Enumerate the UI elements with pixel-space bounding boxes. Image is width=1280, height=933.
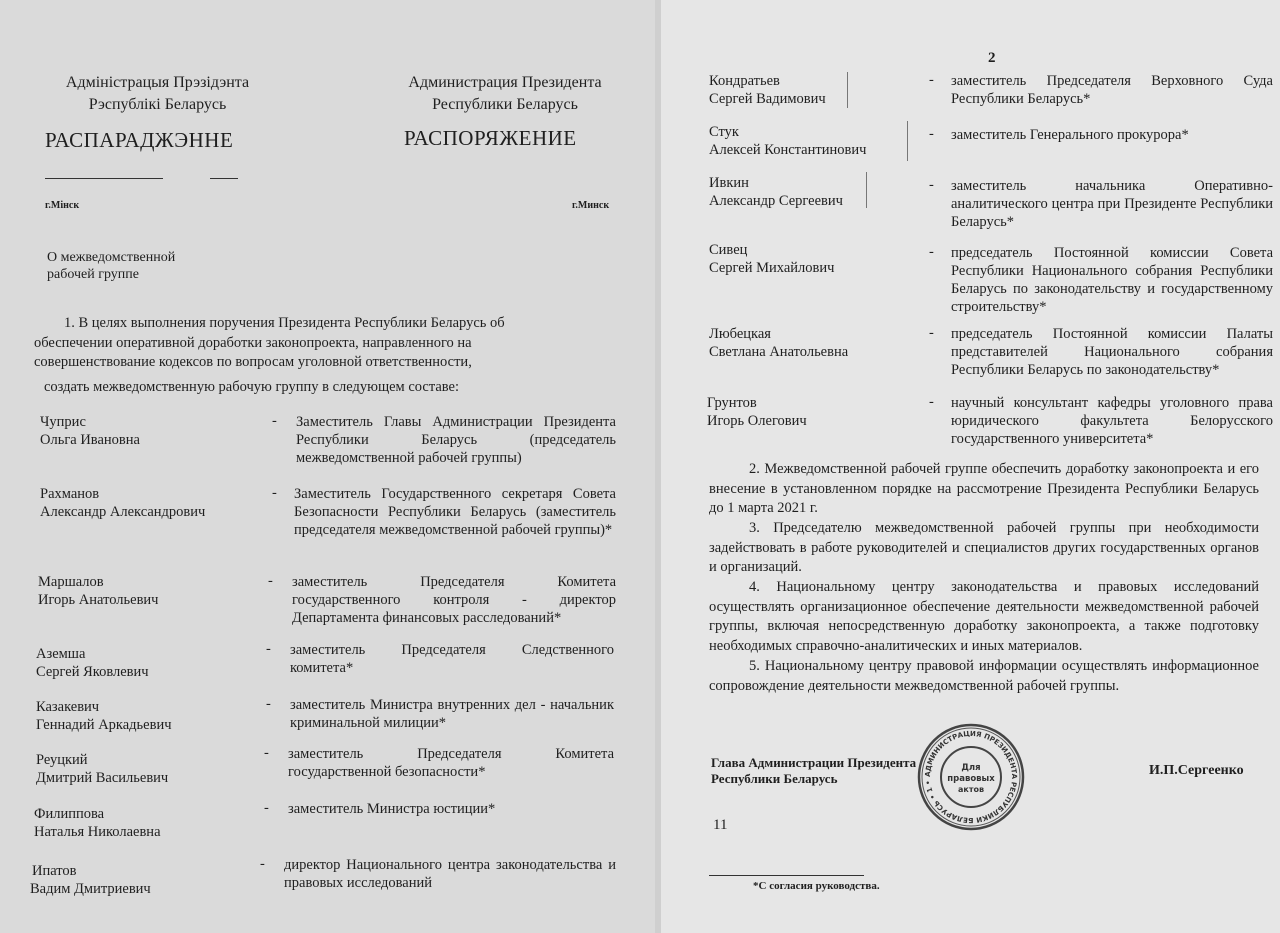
member-role: заместитель Генерального прокурора* xyxy=(951,127,1189,143)
member-role: председатель Постоянной комиссии Совета Республики Национального собрания Республики Беларусь по законодательству и государственному строительству* xyxy=(951,245,1273,315)
stamp-ring-text: АДМИНИСТРАЦИЯ ПРЕЗИДЕНТА РЕСПУБЛИКИ БЕЛАРУСЬ • 1 • xyxy=(923,729,1019,825)
page-number: 2 xyxy=(988,50,996,66)
member-given-name: Игорь Олегович xyxy=(707,413,807,429)
member-role: Заместитель Главы Администрации Президента Республики Беларусь (председатель межведомственной рабочей группы) xyxy=(296,414,616,466)
by-doc-type: РАСПАРАДЖЭННЕ xyxy=(45,128,234,152)
member-surname: Казакевич xyxy=(36,699,100,715)
member-role: председатель Постоянной комиссии Палаты представителей Национального собрания Республики Беларусь по законодательству* xyxy=(951,326,1273,378)
ru-city: г.Минск xyxy=(572,200,610,211)
member-given-name: Наталья Николаевна xyxy=(34,824,161,840)
member-surname: Филиппова xyxy=(34,806,105,822)
paragraph-4: 4. Национальному центру законодательства и правовых исследований осуществлять организационное обеспечение деятельности межведомственной рабочей группы, включая непосредственную доработку законопроекта, а также подготовку необходимых справочно-аналитических и иных материалов. xyxy=(709,579,1259,654)
member-surname: Аземша xyxy=(36,646,86,662)
member-surname: Рахманов xyxy=(40,486,100,502)
member-given-name: Геннадий Аркадьевич xyxy=(36,717,172,733)
member-surname: Грунтов xyxy=(707,395,757,411)
dash-separator: - xyxy=(272,485,277,501)
footnote-rule xyxy=(709,875,864,876)
member-role: заместитель Председателя Комитета государственной безопасности* xyxy=(288,746,614,780)
member-given-name: Сергей Яковлевич xyxy=(36,664,149,680)
dash-separator: - xyxy=(929,325,934,341)
member-surname: Реуцкий xyxy=(36,752,88,768)
dash-separator: - xyxy=(268,573,273,589)
dash-separator: - xyxy=(264,745,269,761)
member-given-name: Александр Александрович xyxy=(40,504,206,520)
member-surname: Кондратьев xyxy=(709,73,780,89)
member-role: научный консультант кафедры уголовного права юридического факультета Белорусского государственного университета* xyxy=(951,395,1273,447)
ru-doc-type: РАСПОРЯЖЕНИЕ xyxy=(404,126,577,150)
member-given-name: Вадим Дмитриевич xyxy=(30,881,151,897)
scan-margin-mark xyxy=(847,72,848,108)
member-surname: Чуприс xyxy=(40,414,86,430)
dash-separator: - xyxy=(260,856,265,872)
date-line xyxy=(45,178,163,179)
stamp-center-line2: правовых xyxy=(947,774,995,784)
by-org-line1: Адміністрацыя Прэзідэнта xyxy=(65,74,250,91)
dash-separator: - xyxy=(929,72,934,88)
subject-line2: рабочей группе xyxy=(47,267,139,282)
member-role: заместитель Министра внутренних дел - начальник криминальной милиции* xyxy=(290,697,614,731)
member-role: заместитель Министра юстиции* xyxy=(288,801,496,817)
signature-title-line1: Глава Администрации Президента xyxy=(711,755,917,770)
member-role: Заместитель Государственного секретаря Совета Безопасности Республики Беларусь (заместитель председателя межведомственной рабочей группы)* xyxy=(294,486,616,538)
dash-separator: - xyxy=(929,394,934,410)
member-surname: Стук xyxy=(709,124,739,140)
member-given-name: Дмитрий Васильевич xyxy=(36,770,169,786)
stamp-seal-icon xyxy=(916,722,1026,832)
ru-org-line1: Администрация Президента xyxy=(408,74,602,91)
number-line xyxy=(210,178,238,179)
footnote: *С согласия руководства. xyxy=(753,880,880,892)
paragraph-3: 3. Председателю межведомственной рабочей группы при необходимости задействовать в работе руководителей и специалистов других государственных органов и организаций. xyxy=(709,520,1259,575)
dash-separator: - xyxy=(266,641,271,657)
member-given-name: Сергей Вадимович xyxy=(709,91,826,107)
member-surname: Любецкая xyxy=(709,326,771,342)
intro-line1: 1. В целях выполнения поручения Президента Республики Беларусь об xyxy=(64,315,505,331)
dash-separator: - xyxy=(266,696,271,712)
dash-separator: - xyxy=(929,177,934,193)
member-given-name: Алексей Константинович xyxy=(709,142,867,158)
stamp-center-line1: Для xyxy=(961,763,981,773)
member-role: заместитель Председателя Следственного комитета* xyxy=(290,642,614,676)
paragraph-2: 2. Межведомственной рабочей группе обеспечить доработку законопроекта и его внесение в установленном порядке на рассмотрение Президента Республики Беларусь до 1 марта 2021 г. xyxy=(709,461,1259,516)
subject-line1: О межведомственной xyxy=(47,250,176,265)
member-role: заместитель Председателя Верховного Суда Республики Беларусь* xyxy=(951,73,1273,107)
dash-separator: - xyxy=(264,800,269,816)
member-surname: Ипатов xyxy=(32,863,77,879)
member-given-name: Игорь Анатольевич xyxy=(38,592,159,608)
scan-margin-mark xyxy=(866,172,867,208)
member-given-name: Ольга Ивановна xyxy=(40,432,140,448)
member-role: директор Национального центра законодательства и правовых исследований xyxy=(284,857,616,891)
dash-separator: - xyxy=(272,413,277,429)
signature-title-line2: Республики Беларусь xyxy=(711,771,838,786)
stamp-center-line3: актов xyxy=(957,785,985,794)
member-surname: Маршалов xyxy=(38,574,104,590)
by-org-line2: Рэспублікі Беларусь xyxy=(88,96,227,113)
by-city: г.Мінск xyxy=(45,200,80,211)
member-given-name: Александр Сергеевич xyxy=(709,193,843,209)
official-stamp xyxy=(916,722,1026,832)
member-given-name: Сергей Михайлович xyxy=(709,260,835,276)
dash-separator: - xyxy=(929,126,934,142)
initials: 11 xyxy=(713,817,728,833)
member-surname: Сивец xyxy=(709,242,748,258)
paragraph-5: 5. Национальному центру правовой информации осуществлять информационное сопровождение деятельности межведомственной рабочей группы. xyxy=(709,658,1259,694)
scan-margin-mark xyxy=(907,121,908,161)
ru-org-line2: Республики Беларусь xyxy=(432,96,578,113)
intro-line4: создать межведомственную рабочую группу в следующем составе: xyxy=(44,379,460,395)
member-role: заместитель начальника Оперативно-аналитического центра при Президенте Республики Беларусь* xyxy=(951,178,1273,230)
intro-line2: обеспечении оперативной доработки законопроекта, направленного на xyxy=(34,335,472,351)
member-role: заместитель Председателя Комитета государственного контроля - директор Департамента финансовых расследований* xyxy=(292,574,616,626)
intro-line3: совершенствование кодексов по вопросам уголовной ответственности, xyxy=(34,354,472,370)
member-surname: Ивкин xyxy=(709,175,749,191)
dash-separator: - xyxy=(929,244,934,260)
document-page-2 xyxy=(661,0,1280,933)
signatory-name: И.П.Сергеенко xyxy=(1149,763,1244,778)
member-given-name: Светлана Анатольевна xyxy=(709,344,849,360)
